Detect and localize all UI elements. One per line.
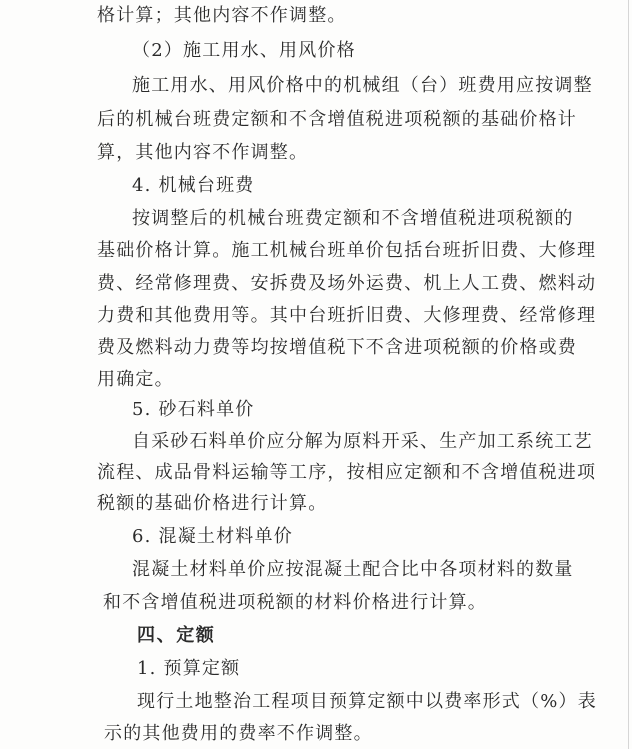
text-line: 格计算；其他内容不作调整。: [97, 5, 347, 26]
text-line: 流程、成品骨料运输等工序，按相应定额和不含增值税进项: [97, 462, 597, 483]
subheading-line: 6. 混凝土材料单价: [132, 526, 293, 547]
text-line: 按调整后的机械台班费定额和不含增值税进项税额的: [132, 208, 574, 229]
text-line: 基础价格计算。施工机械台班单价包括台班折旧费、大修理: [97, 240, 597, 261]
text-line: 施工用水、用风价格中的机械组（台）班费用应按调整: [132, 75, 593, 96]
page-edge-divider: [628, 0, 629, 749]
text-line: 混凝土材料单价应按混凝土配合比中各项材料的数量: [132, 559, 574, 580]
text-line: 和不含增值税进项税额的材料价格进行计算。: [103, 592, 487, 613]
text-line: 现行土地整治工程项目预算定额中以费率形式（%）表: [137, 691, 597, 712]
text-line: 税额的基础价格进行计算。: [97, 493, 328, 514]
text-line: 自采砂石料单价应分解为原料开采、生产加工系统工艺: [132, 431, 593, 452]
text-line: 力费和其他费用等。其中台班折旧费、大修理费、经常修理: [97, 305, 597, 326]
subheading-line: 4. 机械台班费: [132, 175, 255, 196]
subheading-line: 5. 砂石料单价: [132, 399, 255, 420]
text-line: 费及燃料动力费等均按增值税下不含进项税额的价格或费: [97, 337, 577, 358]
text-line: 后的机械台班费定额和不含增值税进项税额的基础价格计: [97, 109, 577, 130]
text-line: 费、经常修理费、安拆费及场外运费、机上人工费、燃料动: [97, 273, 597, 294]
text-line: 示的其他费用的费率不作调整。: [104, 723, 373, 744]
subheading-line: （2）施工用水、用风价格: [132, 40, 356, 61]
text-line: 用确定。: [97, 369, 174, 390]
text-line: 算，其他内容不作调整。: [97, 142, 309, 163]
subheading-line: 1. 预算定额: [137, 658, 241, 679]
section-heading: 四、定额: [137, 625, 216, 646]
